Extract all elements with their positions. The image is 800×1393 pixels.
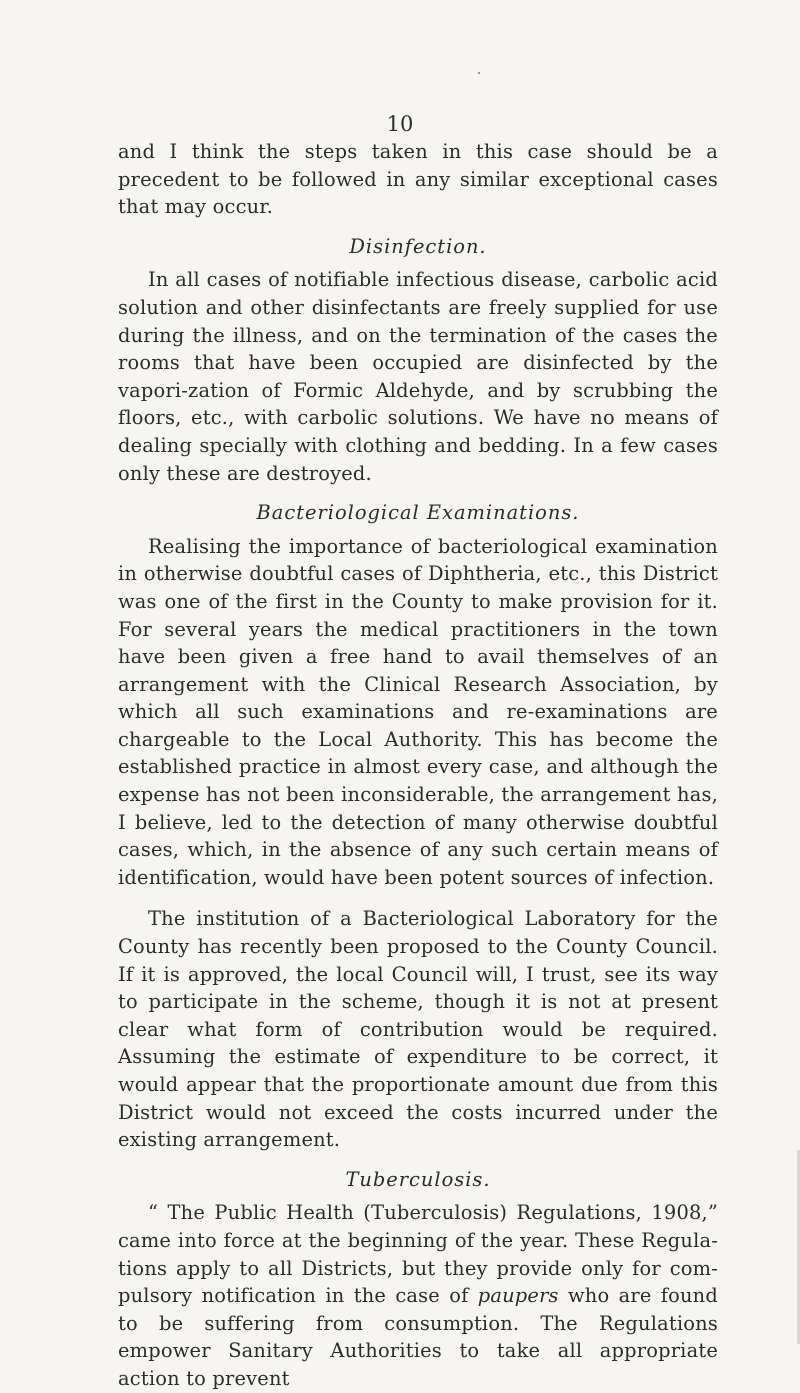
section-heading-disinfection: Disinfection. [349, 234, 487, 258]
tuberculosis-emphasis: paupers [477, 1284, 559, 1308]
page-number: 10 [386, 112, 414, 136]
intro-paragraph: and I think the steps taken in this case should be a precedent to be followed in any similar exceptional cases that may occur. [118, 140, 718, 219]
section-heading-tuberculosis: Tuberculosis. [345, 1167, 491, 1191]
bacteriological-paragraph-1: Realising the importance of bacteriological examination in otherwise doubtful cases of Diphtheria, etc., this District was one of the first in the County to make provision for it. For several years the medical practitioners in the town have been given a free hand to avail themselves of an arrangement with the Clinical Research Association, by which all such examinations and re-examinations are chargeable to the Local Authority. This has become the established practice in almost every case, and although the expense has not been inconsiderable, the arrangement has, I believe, led to the detection of many otherwise doubtful cases, which, in the absence of any such certain means of identification, would have been potent sources of infection. [118, 534, 718, 889]
tuberculosis-text-before: “ The Public Health (Tuberculosis) Regulations, 1908,” came into force at the beginning of the year. These Regula-tions apply to all Districts, but they provide only for com-pulsory notification in the case of [118, 1201, 718, 1308]
disinfection-paragraph: In all cases of notifiable infectious disease, carbolic acid solution and other disinfectants are freely supplied for use during the illness, and on the termination of the cases the rooms that have been occupied are disinfected by the vapori-zation of Formic Aldehyde, and by scrubbing the floors, etc., with carbolic solutions. We have no means of dealing specially with clothing and bedding. In a few cases only these are destroyed. [118, 268, 718, 485]
bacteriological-paragraph-2: The institution of a Bacteriological Laboratory for the County has recently been proposed to the County Council. If it is approved, the local Council will, I trust, see its way to participate in the scheme, though it is not at present clear what form of contribution would be required. Assuming the estimate of expenditure to be correct, it would appear that the proportionate amount due from this District would not exceed the costs incurred under the existing arrangement. [118, 907, 718, 1152]
ink-speck [478, 72, 480, 74]
tuberculosis-paragraph [118, 1199, 718, 1392]
page-body [118, 138, 718, 1393]
tuberculosis-text-after: who are found to be suffering from consumption. The Regulations empower Sanitary Authorities to take all appropriate action to prevent [118, 1284, 718, 1390]
section-heading-bacteriological: Bacteriological Examinations. [256, 501, 580, 525]
